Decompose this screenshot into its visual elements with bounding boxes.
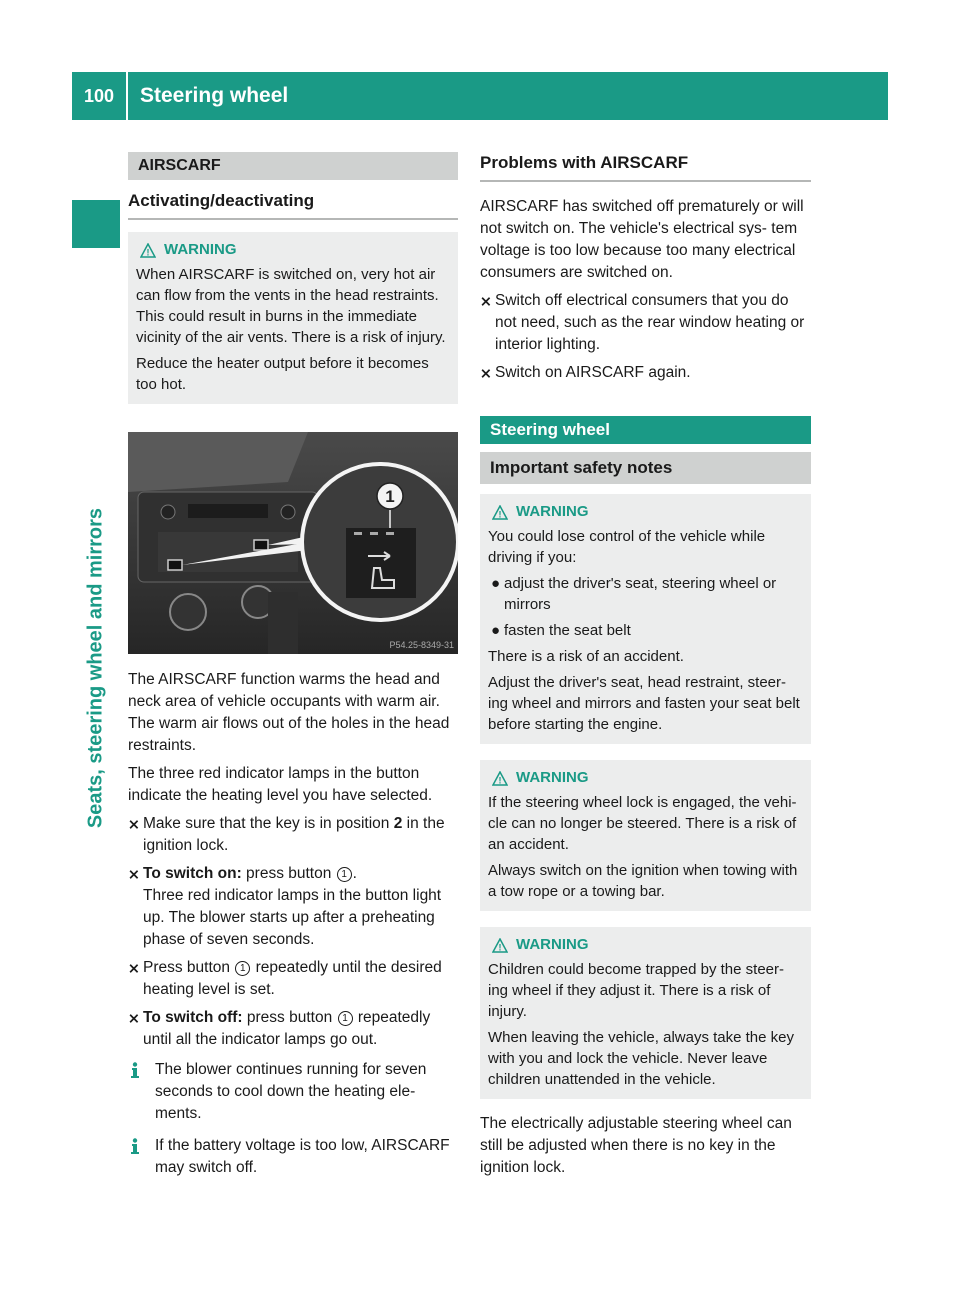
step-arrow-icon: ⨯ bbox=[128, 1010, 140, 1026]
chapter-side-label bbox=[72, 248, 120, 1088]
warning-box-control bbox=[480, 494, 811, 744]
warning-bullet: ● adjust the driver's seat, steering wheel or mirrors bbox=[491, 575, 777, 613]
warning-text: You could lose control of the vehicle while driving if you: bbox=[488, 528, 766, 566]
chapter-label-text: Seats, steering wheel and mirrors bbox=[84, 507, 107, 829]
subheading-problems: Problems with AIRSCARF bbox=[480, 152, 811, 182]
bullet-icon: ● bbox=[491, 622, 501, 639]
warning-box-steering-lock bbox=[480, 760, 811, 911]
info-note: The blower continues running for seven seconds to cool down the heating ele- ments. bbox=[128, 1059, 458, 1125]
warning-heading bbox=[488, 935, 803, 955]
warning-heading bbox=[488, 502, 803, 522]
airscarf-button-photo bbox=[128, 432, 458, 654]
instruction-step: ⨯ Switch off electrical consumers that you do not need, such as the rear window heating or interior lighting. bbox=[480, 292, 805, 353]
warning-label: WARNING bbox=[516, 503, 589, 520]
body-paragraph: The electrically adjustable steering wheel can still be adjusted when there is no key in the ignition lock. bbox=[480, 1115, 792, 1176]
warning-text: If the steering wheel lock is engaged, the vehi- cle can no longer be steered. There is a risk of an accident. bbox=[488, 794, 797, 853]
section-title-safety-notes: Important safety notes bbox=[480, 452, 811, 484]
step-arrow-icon: ⨯ bbox=[480, 293, 492, 309]
left-column bbox=[128, 152, 458, 1185]
warning-triangle-icon bbox=[492, 771, 508, 786]
section-title-airscarf: AIRSCARF bbox=[128, 152, 458, 180]
step-arrow-icon: ⨯ bbox=[128, 816, 140, 832]
header-divider bbox=[126, 72, 128, 120]
warning-label: WARNING bbox=[516, 936, 589, 953]
warning-text: Children could become trapped by the steer- ing wheel if they adjust it. There is a risk of injury. bbox=[488, 961, 785, 1020]
step-arrow-icon: ⨯ bbox=[480, 365, 492, 381]
warning-triangle-icon bbox=[140, 243, 156, 258]
instruction-step: ⨯ Switch on AIRSCARF again. bbox=[480, 362, 811, 384]
page-title: Steering wheel bbox=[140, 84, 289, 107]
instruction-step: ⨯ To switch on: press button 1 . bbox=[128, 863, 458, 885]
step-arrow-icon: ⨯ bbox=[128, 866, 140, 882]
warning-label: WARNING bbox=[516, 769, 589, 786]
warning-label: WARNING bbox=[164, 241, 237, 258]
warning-bullet: ● fasten the seat belt bbox=[491, 622, 631, 639]
info-note: If the battery voltage is too low, AIRSCARF may switch off. bbox=[128, 1135, 458, 1179]
warning-text: Reduce the heater output before it becomes too hot. bbox=[136, 355, 429, 393]
section-title-steering-wheel: Steering wheel bbox=[480, 416, 811, 444]
svg-text:!: ! bbox=[498, 509, 502, 519]
svg-text:!: ! bbox=[498, 942, 502, 952]
warning-box-airscarf bbox=[128, 232, 458, 404]
warning-heading bbox=[488, 768, 803, 788]
warning-text: Adjust the driver's seat, head restraint, steer- ing wheel and mirrors and fasten your seat belt before starting the engine. bbox=[488, 674, 800, 733]
step-continuation: Three red indicator lamps in the button light up. The blower starts up after a preheating phase of seven seconds. bbox=[143, 887, 442, 948]
image-code: P54.25-8349-31 bbox=[389, 640, 454, 650]
subheading-activating: Activating/deactivating bbox=[128, 190, 458, 220]
warning-text: When AIRSCARF is switched on, very hot air can flow from the vents in the head restraints. This could result in burns in the immediate vicinity of the air vents. There is a risk of injury. bbox=[136, 266, 446, 346]
warning-text: There is a risk of an accident. bbox=[488, 648, 684, 665]
instruction-step: ⨯ Press button 1 repeatedly until the desired heating level is set. bbox=[128, 959, 442, 998]
right-column bbox=[480, 152, 811, 1185]
warning-triangle-icon bbox=[492, 938, 508, 953]
page-number: 100 bbox=[83, 86, 115, 106]
body-paragraph: The AIRSCARF function warms the head and neck area of vehicle occupants with warm air. The warm air flows out of the holes in the head restraints. bbox=[128, 671, 450, 754]
instruction-step: ⨯ To switch off: press button 1 repeatedly until all the indicator lamps go out. bbox=[128, 1009, 431, 1048]
circled-number-1-icon: 1 bbox=[337, 867, 352, 882]
warning-text: When leaving the vehicle, always take the key with you and lock the vehicle. Never leave children unattended in the vehicle. bbox=[488, 1029, 794, 1088]
warning-text: Always switch on the ignition when towing with a tow rope or a towing bar. bbox=[488, 862, 798, 900]
info-icon bbox=[128, 1062, 142, 1078]
warning-box-children bbox=[480, 927, 811, 1099]
bullet-icon: ● bbox=[491, 575, 501, 592]
body-paragraph: The three red indicator lamps in the button indicate the heating level you have selected. bbox=[128, 765, 433, 804]
warning-heading bbox=[136, 240, 450, 260]
warning-triangle-icon bbox=[492, 505, 508, 520]
step-arrow-icon: ⨯ bbox=[128, 960, 140, 976]
circled-number-1-icon: 1 bbox=[235, 961, 250, 976]
body-paragraph: AIRSCARF has switched off prematurely or will not switch on. The vehicle's electrical sys- tem voltage is too low because too many electrical consumers are switched on. bbox=[480, 198, 804, 281]
circled-number-1-icon: 1 bbox=[338, 1011, 353, 1026]
instruction-step: ⨯ Make sure that the key is in position 2 in the ignition lock. bbox=[128, 815, 445, 854]
info-icon bbox=[128, 1138, 142, 1154]
chapter-tab-marker bbox=[72, 200, 120, 248]
svg-text:!: ! bbox=[498, 775, 502, 785]
callout-number: 1 bbox=[385, 487, 395, 506]
page-header bbox=[72, 72, 888, 120]
svg-text:!: ! bbox=[146, 247, 150, 257]
